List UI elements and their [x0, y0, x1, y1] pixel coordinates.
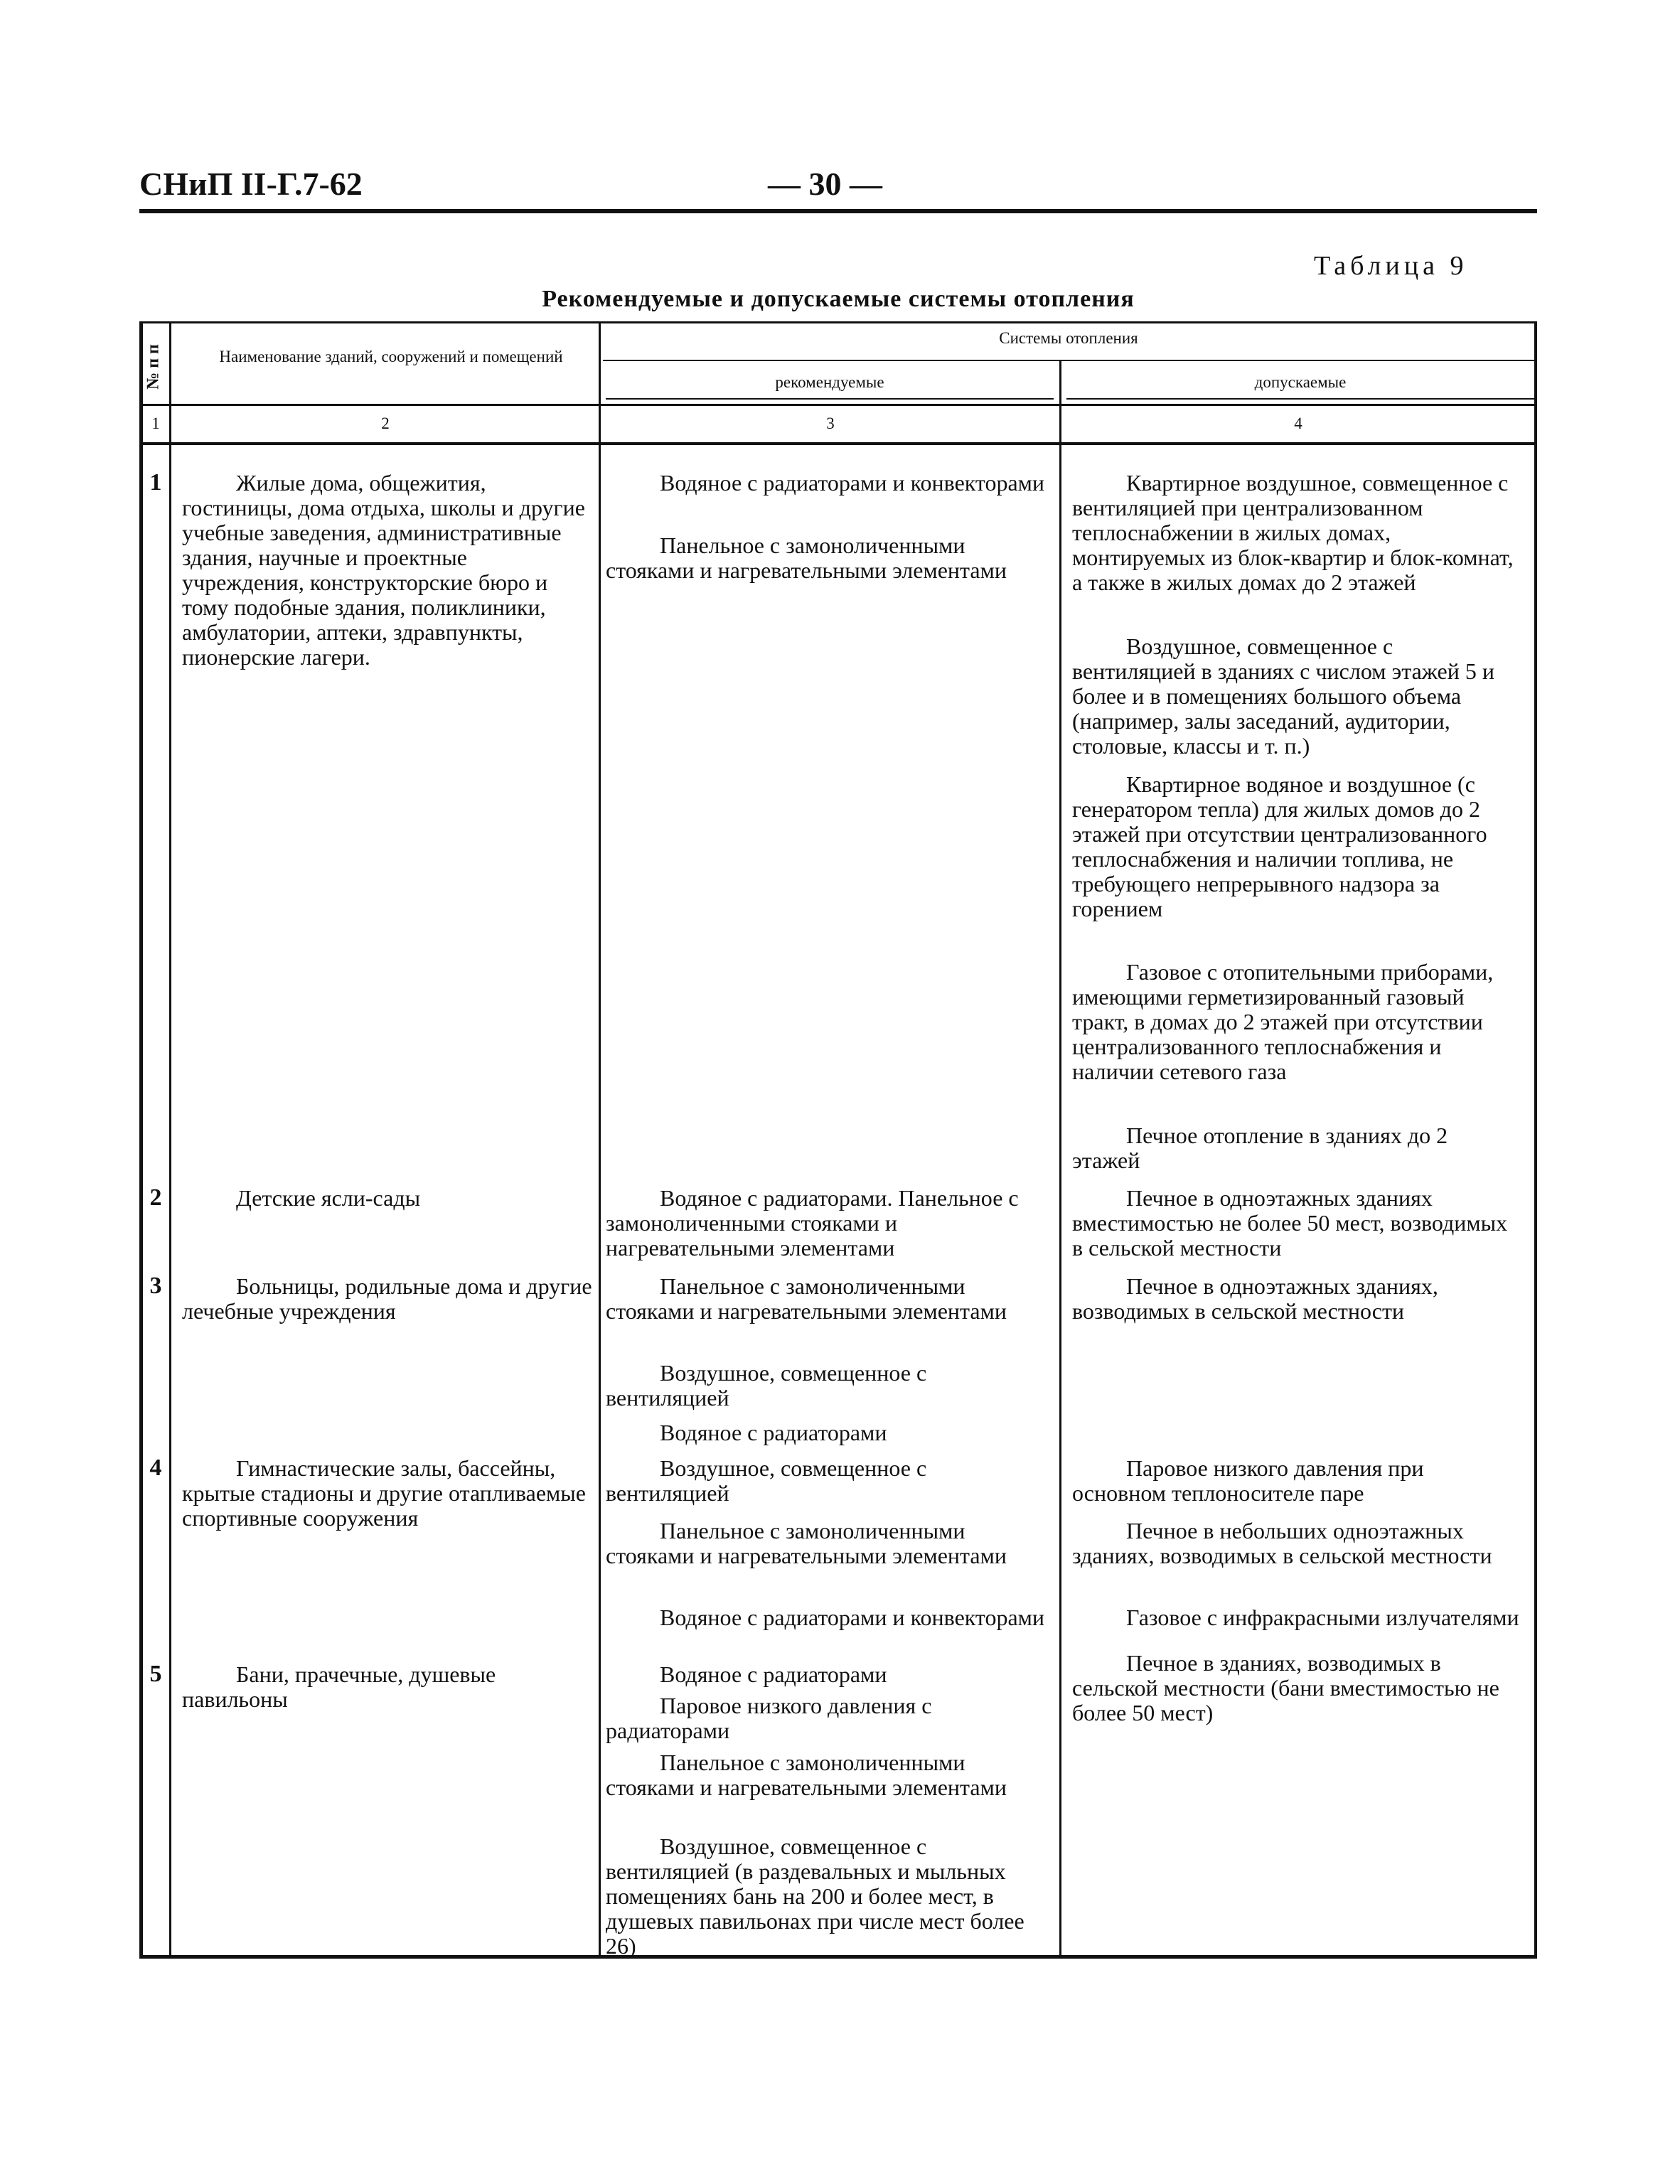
col-divider-2	[599, 321, 601, 1959]
recommended-header: рекомендуемые	[775, 373, 884, 391]
recommended-item: Панельное с замоноличенными стояками и нагревательными элементами	[606, 532, 1007, 583]
table-left-border	[139, 321, 143, 1959]
col-divider-3	[1059, 360, 1061, 1959]
col-number-1: 1	[151, 414, 160, 432]
systems-header: Системы отопления	[999, 329, 1138, 347]
recommended-item: Воздушное, совмещенное с вентиляцией	[606, 1360, 927, 1410]
row-number: 4	[149, 1455, 162, 1481]
row-name: Гимнастические залы, бассейны, крытые стадионы и другие отапливаемые спортивные сооружения	[182, 1455, 586, 1531]
recommended-item: Панельное с замоноличенными стояками и нагревательными элементами	[606, 1273, 1007, 1324]
table-label: Таблица 9	[1314, 251, 1468, 281]
recommended-item: Водяное с радиаторами	[660, 1661, 887, 1687]
recommended-item: Водяное с радиаторами и конвекторами	[660, 470, 1045, 496]
recommended-item: Водяное с радиаторами и конвекторами	[660, 1605, 1045, 1630]
allowed-item: Газовое с инфракрасными излучателями	[1126, 1605, 1519, 1630]
table-body-rule	[139, 442, 1537, 445]
row-name: Детские ясли-сады	[236, 1185, 421, 1211]
col-number-4: 4	[1294, 414, 1302, 432]
allowed-item: Печное в зданиях, возводимых в сельской местности (бани вместимостью не более 50 мест)	[1072, 1650, 1499, 1725]
page-number: — 30 —	[768, 166, 882, 202]
recommended-item: Водяное с радиаторами. Панельное с замоноличенными стояками и нагревательными элементами	[606, 1185, 1019, 1260]
recommended-item: Паровое низкого давления с радиаторами	[606, 1693, 932, 1743]
col-number-2: 2	[381, 414, 390, 432]
row-number: 3	[149, 1273, 162, 1299]
allowed-item: Квартирное водяное и воздушное (с генератором тепла) для жилых домов до 2 этажей при отсутствии централизованного теплоснабжения и наличии топлива, не требующего непрерывного надзора за горением	[1072, 771, 1487, 921]
recommended-item: Водяное с радиаторами	[660, 1420, 887, 1445]
systems-subrule	[603, 360, 1537, 361]
row-number: 2	[149, 1184, 162, 1211]
allowed-item: Печное отопление в зданиях до 2 этажей	[1072, 1123, 1448, 1173]
recommended-item: Панельное с замоноличенными стояками и нагревательными элементами	[606, 1750, 1007, 1800]
recommended-item: Воздушное, совмещенное с вентиляцией	[606, 1455, 927, 1506]
allowed-header: допускаемые	[1254, 373, 1347, 391]
subheader-underline-allow	[1066, 398, 1534, 400]
table-colnum-rule	[139, 404, 1537, 406]
document-code: СНиП II-Г.7-62	[139, 166, 363, 202]
col-name-header: Наименование зданий, сооружений и помещений	[219, 348, 563, 365]
allowed-item: Воздушное, совмещенное с вентиляцией в зданиях с числом этажей 5 и более и в помещениях большого объема (например, залы заседаний, аудитории, столовые, классы и т. п.)	[1072, 633, 1494, 759]
header-rule	[139, 209, 1537, 213]
col-divider-1	[169, 321, 171, 1959]
table-top-rule	[139, 321, 1537, 323]
allowed-item: Паровое низкого давления при основном теплоносителе паре	[1072, 1455, 1424, 1506]
row-number: 1	[149, 469, 162, 496]
row-number: 5	[149, 1661, 162, 1687]
col-number-3: 3	[826, 414, 835, 432]
row-name: Бани, прачечные, душевые павильоны	[182, 1661, 496, 1712]
allowed-item: Квартирное воздушное, совмещенное с вентиляцией при централизованном теплоснабжении в жилых домах, монтируемых из блок-квартир и блок-комнат, а также в жилых домах до 2 этажей	[1072, 470, 1514, 595]
subheader-underline-rec	[606, 398, 1054, 400]
row-name: Жилые дома, общежития, гостиницы, дома отдыха, школы и другие учебные заведения, административные здания, научные и проектные учреждения, конструкторские бюро и тому подобные здания, поликлиники, амбулатории, аптеки, здравпункты, пионерские лагери.	[182, 470, 585, 670]
allowed-item: Газовое с отопительными приборами, имеющими герметизированный газовый тракт, в домах до 2 этажей при отсутствии централизованного теплоснабжения и наличии сетевого газа	[1072, 959, 1494, 1084]
table-title: Рекомендуемые и допускаемые системы отопления	[542, 286, 1135, 312]
row-name: Больницы, родильные дома и другие лечебные учреждения	[182, 1273, 592, 1324]
recommended-item: Панельное с замоноличенными стояками и нагревательными элементами	[606, 1518, 1007, 1568]
table-right-border	[1534, 321, 1537, 1959]
allowed-item: Печное в одноэтажных зданиях вместимостью не более 50 мест, возводимых в сельской местности	[1072, 1185, 1508, 1260]
col-num-header: № п п	[144, 344, 163, 390]
allowed-item: Печное в небольших одноэтажных зданиях, возводимых в сельской местности	[1072, 1518, 1492, 1568]
recommended-item: Воздушное, совмещенное с вентиляцией (в раздевальных и мыльных помещениях бань на 200 и более мест, в душевых павильонах при числе мест более 26)	[606, 1834, 1024, 1959]
allowed-item: Печное в одноэтажных зданиях, возводимых в сельской местности	[1072, 1273, 1438, 1324]
